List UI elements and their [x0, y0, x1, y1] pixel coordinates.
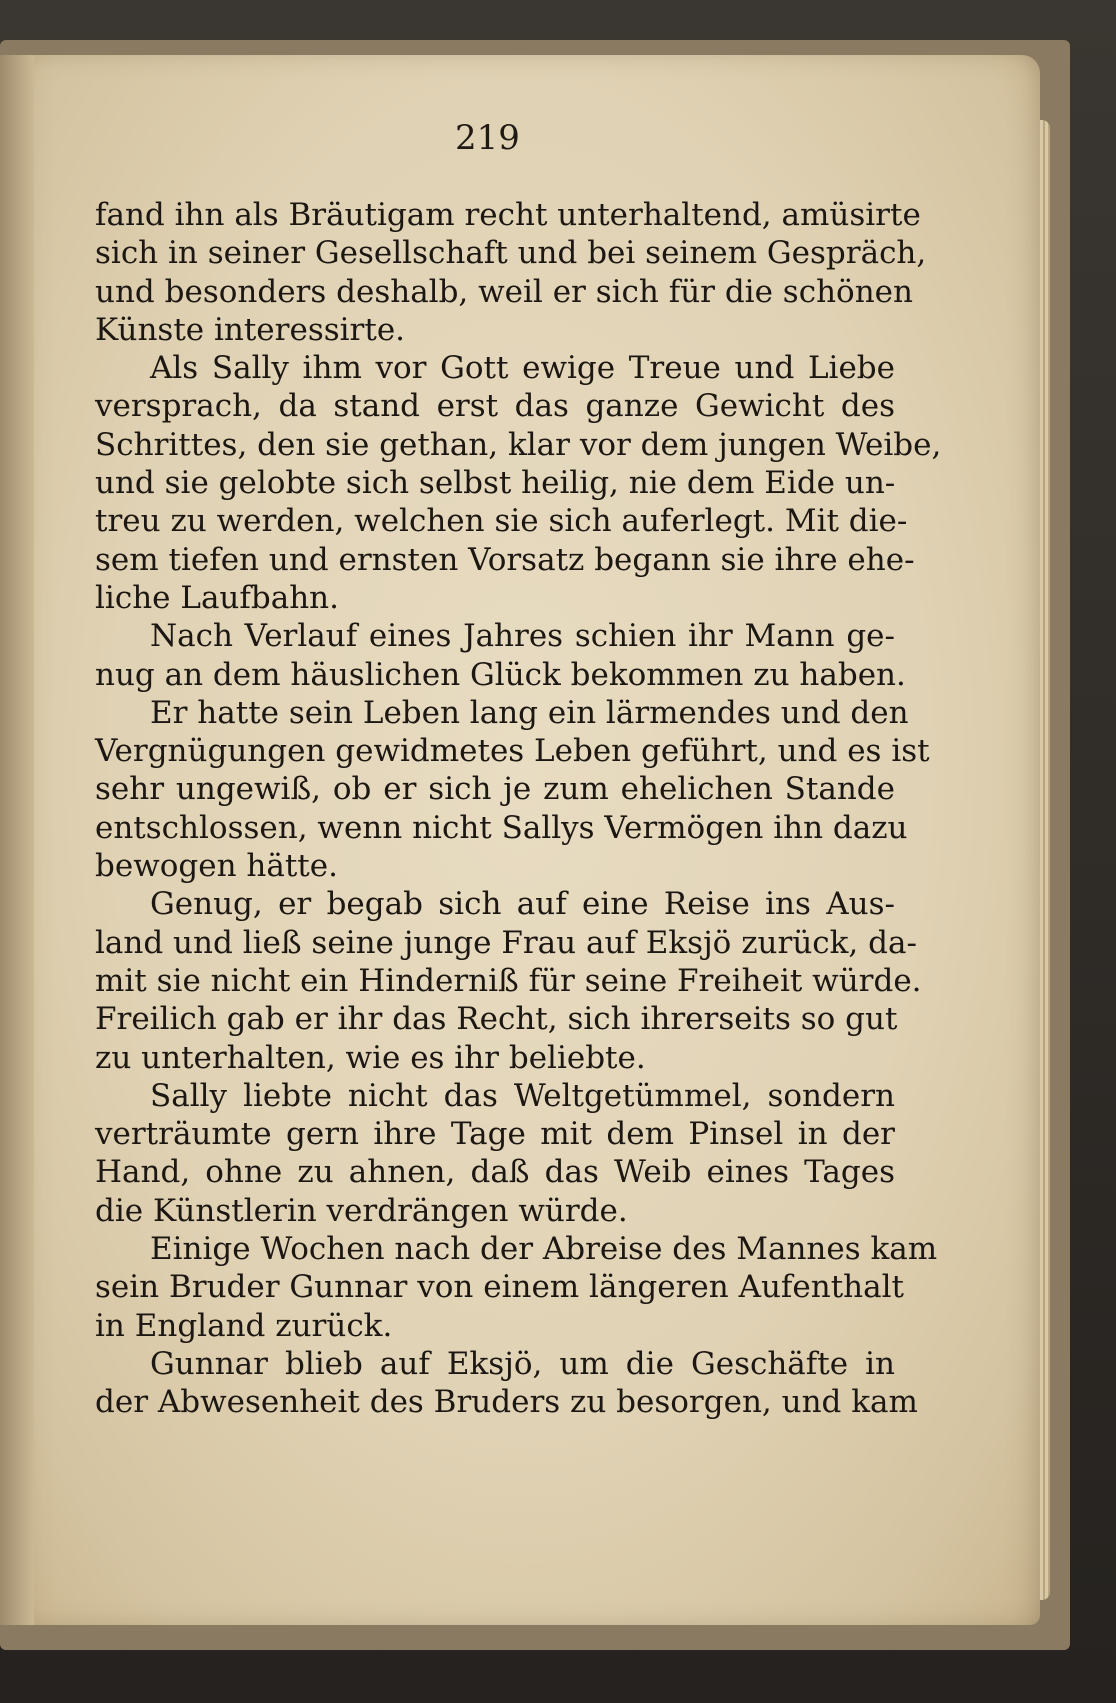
- text-line: versprach, da stand erst das ganze Gewicht des: [95, 388, 895, 425]
- text-line: Nach Verlauf eines Jahres schien ihr Mann ge-: [150, 618, 895, 655]
- text-line: sein Bruder Gunnar von einem längeren Aufenthalt: [95, 1269, 904, 1306]
- text-line: mit sie nicht ein Hinderniß für seine Freiheit würde.: [95, 962, 922, 999]
- text-line: und sie gelobte sich selbst heilig, nie dem Eide un-: [95, 465, 896, 502]
- text-line: entschlossen, wenn nicht Sallys Vermögen ihn dazu: [95, 809, 908, 846]
- text-line: und besonders deshalb, weil er sich für die schönen: [95, 273, 913, 310]
- text-line: Schrittes, den sie gethan, klar vor dem jungen Weibe,: [95, 426, 942, 463]
- text-line: Gunnar blieb auf Eksjö, um die Geschäfte in: [150, 1345, 895, 1382]
- page-body-text: [95, 196, 942, 1422]
- text-line: der Abwesenheit des Bruders zu besorgen, und kam: [95, 1384, 918, 1421]
- text-line: sehr ungewiß, ob er sich je zum ehelichen Stande: [95, 771, 895, 808]
- text-line: Er hatte sein Leben lang ein lärmendes und den: [150, 694, 909, 731]
- page-gutter: [0, 55, 34, 1625]
- text-line: fand ihn als Bräutigam recht unterhaltend, amüsirte: [95, 197, 921, 233]
- text-line: verträumte gern ihre Tage mit dem Pinsel in der: [95, 1116, 895, 1153]
- text-line: Einige Wochen nach der Abreise des Mannes kam: [150, 1231, 938, 1268]
- text-line: land und ließ seine junge Frau auf Eksjö zurück, da-: [95, 924, 917, 961]
- text-line: Als Sally ihm vor Gott ewige Treue und Liebe: [150, 350, 895, 387]
- text-line: Vergnügungen gewidmetes Leben geführt, und es ist: [95, 733, 930, 770]
- text-line: Genug, er begab sich auf eine Reise ins Aus-: [150, 886, 895, 923]
- text-line: zu unterhalten, wie es ihr beliebte.: [95, 1039, 646, 1076]
- text-line: in England zurück.: [95, 1307, 393, 1344]
- page-number: 219: [455, 118, 520, 158]
- text-line: Künste interessirte.: [95, 311, 406, 348]
- text-line: Sally liebte nicht das Weltgetümmel, sondern: [150, 1077, 895, 1114]
- text-line: sich in seiner Gesellschaft und bei seinem Gespräch,: [95, 235, 927, 272]
- text-line: bewogen hätte.: [95, 848, 338, 885]
- text-line: liche Laufbahn.: [95, 579, 339, 616]
- text-line: Freilich gab er ihr das Recht, sich ihrerseits so gut: [95, 1001, 898, 1038]
- text-line: die Künstlerin verdrängen würde.: [95, 1192, 628, 1229]
- text-line: Hand, ohne zu ahnen, daß das Weib eines Tages: [95, 1154, 895, 1191]
- text-line: treu zu werden, welchen sie sich auferlegt. Mit die-: [95, 503, 908, 540]
- text-line: nug an dem häuslichen Glück bekommen zu haben.: [95, 656, 906, 693]
- text-line: sem tiefen und ernsten Vorsatz begann sie ihre ehe-: [95, 541, 915, 578]
